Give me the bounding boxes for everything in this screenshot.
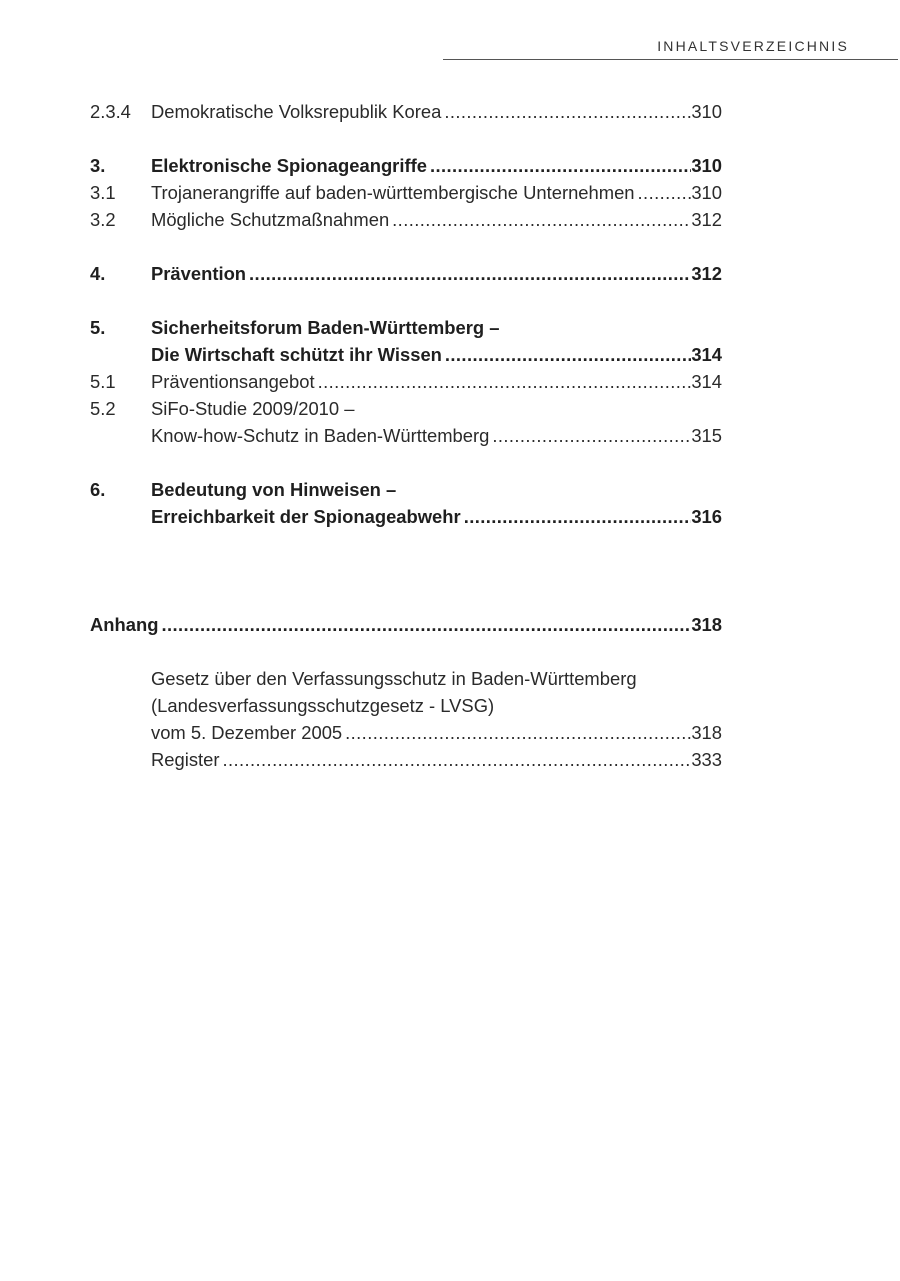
entry-title-line1: Gesetz über den Verfassungsschutz in Baden-Württemberg [151, 668, 637, 689]
entry-title-line2: (Landesverfassungsschutzgesetz - LVSG) [151, 695, 495, 716]
dot-leader [161, 611, 691, 638]
dot-leader [345, 719, 691, 746]
entry-page: 318 [691, 611, 722, 638]
entry-page: 310 [691, 152, 722, 179]
entry-title-line2: Know-how-Schutz in Baden-Württemberg [151, 425, 490, 446]
entry-title: Mögliche Schutzmaßnahmen [151, 209, 390, 230]
entry-page: 310 [691, 98, 722, 125]
entry-title: Demokratische Volksrepublik Korea [151, 101, 442, 122]
entry-page: 314 [691, 341, 722, 368]
entry-page: 312 [691, 260, 722, 287]
entry-title-line2: Die Wirtschaft schützt ihr Wissen [151, 344, 442, 365]
entry-page: 310 [691, 179, 722, 206]
dot-leader [430, 152, 691, 179]
dot-leader [392, 206, 691, 233]
toc-entry-gesetz[interactable] [90, 665, 722, 692]
entry-title: Trojanerangriffe auf baden-württembergische Unternehmen [151, 182, 635, 203]
entry-number: 6. [90, 479, 106, 500]
entry-number: 2.3.4 [90, 101, 131, 122]
toc-entry-anhang[interactable] [90, 611, 722, 638]
entry-page: 312 [691, 206, 722, 233]
dot-leader [222, 746, 691, 773]
header-rule [443, 59, 898, 60]
entry-number: 3.1 [90, 182, 116, 203]
entry-number: 3. [90, 155, 106, 176]
entry-page: 318 [691, 719, 722, 746]
table-of-contents [90, 98, 722, 773]
toc-entry-3[interactable] [90, 152, 722, 179]
toc-entry-gesetz-line2[interactable] [90, 692, 722, 719]
toc-entry-3-1[interactable] [90, 179, 722, 206]
entry-title-line1: Sicherheitsforum Baden-Württemberg – [151, 317, 500, 338]
dot-leader [464, 503, 692, 530]
entry-number: 5. [90, 317, 106, 338]
entry-title-line3: vom 5. Dezember 2005 [151, 722, 343, 743]
entry-page: 314 [691, 368, 722, 395]
entry-page: 316 [691, 503, 722, 530]
entry-title-line2: Erreichbarkeit der Spionageabwehr [151, 506, 461, 527]
dot-leader [492, 422, 691, 449]
entry-title: Register [151, 749, 220, 770]
toc-entry-3-2[interactable] [90, 206, 722, 233]
toc-entry-5-2-cont[interactable] [90, 422, 722, 449]
entry-number: 5.1 [90, 371, 116, 392]
toc-entry-5-cont[interactable] [90, 341, 722, 368]
entry-title: Präventionsangebot [151, 371, 315, 392]
toc-entry-6[interactable] [90, 476, 722, 503]
dot-leader [445, 341, 691, 368]
toc-entry-register[interactable] [90, 746, 722, 773]
running-head: INHALTSVERZEICHNIS [657, 38, 849, 54]
entry-number: 5.2 [90, 398, 116, 419]
entry-title-line1: Bedeutung von Hinweisen – [151, 479, 397, 500]
dot-leader [638, 179, 692, 206]
dot-leader [318, 368, 692, 395]
entry-page: 315 [691, 422, 722, 449]
entry-title-line1: SiFo-Studie 2009/2010 – [151, 398, 355, 419]
entry-number: 4. [90, 263, 106, 284]
toc-entry-4[interactable] [90, 260, 722, 287]
toc-entry-5-1[interactable] [90, 368, 722, 395]
entry-number: 3.2 [90, 209, 116, 230]
toc-entry-6-cont[interactable] [90, 503, 722, 530]
entry-title: Elektronische Spionageangriffe [151, 155, 427, 176]
entry-title: Prävention [151, 263, 247, 284]
dot-leader [444, 98, 691, 125]
dot-leader [249, 260, 691, 287]
toc-entry-5[interactable] [90, 314, 722, 341]
toc-entry-gesetz-line3[interactable] [90, 719, 722, 746]
entry-title: Anhang [90, 614, 159, 635]
entry-page: 333 [691, 746, 722, 773]
toc-entry-2-3-4[interactable] [90, 98, 722, 125]
toc-entry-5-2[interactable] [90, 395, 722, 422]
